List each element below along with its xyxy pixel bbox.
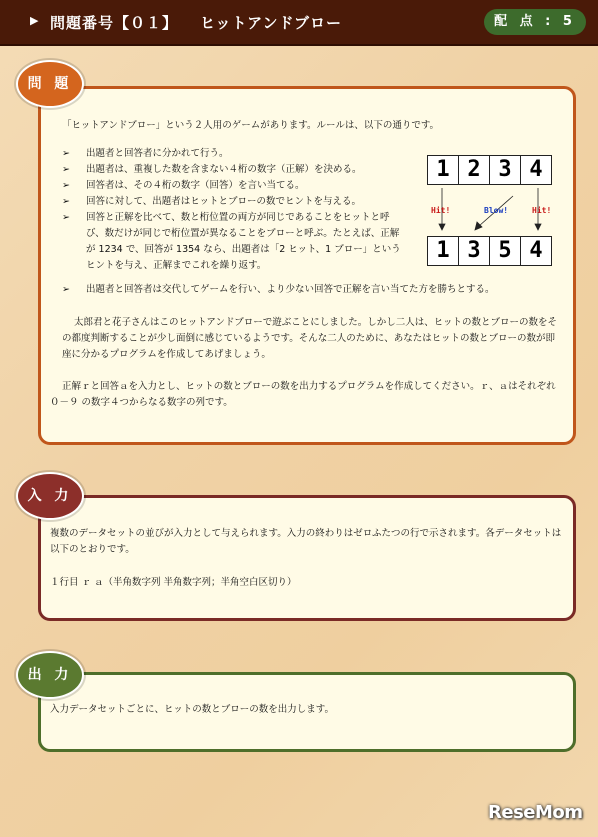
rules-list [62,146,408,274]
problem-paragraph-2: 太郎君と花子さんはこのヒットアンドブローで遊ぶことにしました。しかし二人は、ヒットの数とブローの数をその都度判断することが少し面倒に感じているようです。そんな二人のために、あなたはヒットの数とブローの数が即座に分かるプログラムを作成してあげましょう。 [62,317,557,360]
score-badge: 配 点 : 5 [484,9,586,35]
play-arrow-icon: ▶ [30,14,39,27]
guess-digit: 1 [428,237,459,265]
hit-arrowhead-1 [439,224,445,230]
rule-item-last: ➢ 出題者と回答者は交代してゲームを行い、より少ない回答で正解を言い当てた方を勝ちとする。 [62,282,586,298]
hit-label: Hit! [431,206,451,215]
input-description: 複数のデータセットの並びが入力として与えられます。入力の終わりはゼロふたつの行で示されます。各データセットは以下のとおりです。 [50,528,562,555]
guess-digit: 3 [459,237,490,265]
rule-item: ➢ 回答と正解を比べて、数と桁位置の両方が同じであることをヒットと呼び、数だけが同じで桁位置が異なることをブローと呼ぶ。たとえば、正解が 1234 で、回答が 1354 なら、出題者は「2 ヒット、1 ブロー」というヒントを与え、正解までこれを繰り返す。 [62,212,401,271]
problem-intro: 「ヒットアンドブロー」という２人用のゲームがあります。ルールは、以下の通りです。 [62,120,440,131]
problem-number: 問題番号【０１】 [50,14,179,32]
rule-item: ➢ 出題者と回答者に分かれて行う。 [62,146,408,162]
bullet-arrow-icon: ➢ [62,164,70,175]
answer-digit: 1 [428,156,459,184]
answer-digit: 3 [490,156,521,184]
output-badge: 出 力 [16,651,84,699]
guess-digit: 4 [529,238,543,263]
bullet-arrow-icon: ➢ [62,284,70,295]
output-description: 入力データセットごとに、ヒットの数とブローの数を出力します。 [50,704,334,715]
bullet-arrow-icon: ➢ [62,196,70,207]
bullet-arrow-icon: ➢ [62,148,70,159]
bullet-arrow-icon: ➢ [62,180,70,191]
bullet-arrow-icon: ➢ [62,212,70,223]
hit-label: Hit! [532,206,552,215]
blow-arrowhead [475,222,482,230]
input-box [38,495,576,621]
input-badge: 入 力 [16,472,84,520]
header-bar [0,0,598,46]
resemom-logo: ReseMom [488,802,583,823]
answer-digit: 4 [529,157,543,182]
rule-item: ➢ 回答者は、その４桁の数字（回答）を言い当てる。 [62,178,408,194]
problem-badge: 問 題 [16,60,84,108]
input-format: １行目 ｒ ａ（半角数字列 半角数字列；半角空白区切り） [50,577,297,588]
guess-digit: 5 [490,237,521,265]
problem-paragraph-3: 正解ｒと回答ａを入力とし、ヒットの数とブローの数を出力するプログラムを作成してください。ｒ、ａはそれぞれ ０－９ の数字４つからなる数字の列です。 [50,381,556,408]
page-title: ヒットアンドブロー [200,14,343,32]
rule-item: ➢ 出題者は、重複した数を含まない４桁の数字（正解）を決める。 [62,162,408,178]
answer-digit: 2 [459,156,490,184]
answer-digits [427,155,552,185]
guess-digits [427,236,552,266]
hit-arrowhead-2 [535,224,541,230]
blow-label: Blow! [484,206,509,215]
rule-item: ➢ 回答に対して、出題者はヒットとブローの数でヒントを与える。 [62,194,408,210]
